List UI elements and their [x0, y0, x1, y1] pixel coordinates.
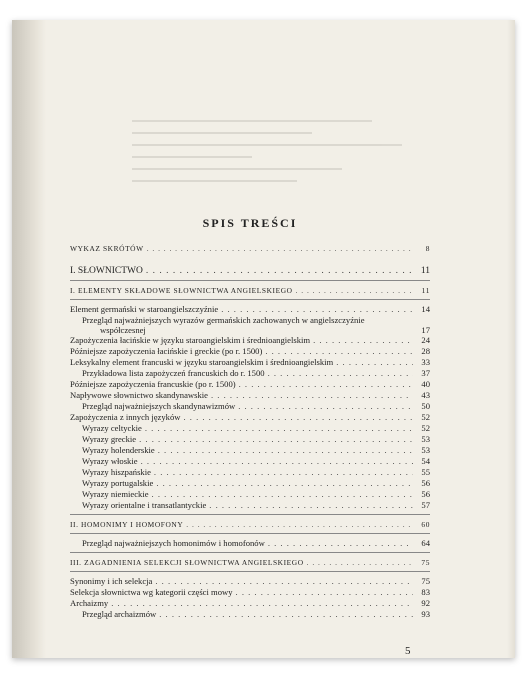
- toc-entry: II. HOMONIMY I HOMOFONY . . . 60: [70, 519, 430, 530]
- toc-entry: Leksykalny element francuski w języku staroangielskim i średnioangielskim . . . 33: [70, 357, 430, 368]
- divider: [70, 571, 430, 572]
- toc-entry: Napływowe słownictwo skandynawskie . . . 43: [70, 390, 430, 401]
- divider: [70, 299, 430, 300]
- divider: [70, 533, 430, 534]
- toc-entry: Zapożyczenia z innych języków . . . 52: [70, 412, 430, 423]
- toc-entry: Późniejsze zapożyczenia francuskie (po r. 1500) . . . 40: [70, 379, 430, 390]
- toc-entry: Selekcja słownictwa wg kategorii części mowy . . . 83: [70, 587, 430, 598]
- toc-entry: Wyrazy orientalne i transatlantyckie . . . 57: [70, 500, 430, 511]
- toc-entry-wrapped: Przegląd najważniejszych wyrazów germańskich zachowanych w angielszczyźnie współczesnej 17: [82, 315, 430, 335]
- toc-entry: Synonimy i ich selekcja . . . 75: [70, 576, 430, 587]
- toc-entry: Przegląd archaizmów . . . 93: [70, 609, 430, 620]
- table-of-contents: [70, 216, 430, 620]
- toc-entry: Późniejsze zapożyczenia łacińskie i greckie (po r. 1500) . . . 28: [70, 346, 430, 357]
- divider: [70, 514, 430, 515]
- toc-entry: Przykładowa lista zapożyczeń francuskich do r. 1500 . . . 37: [70, 368, 430, 379]
- toc-entry: Wyrazy celtyckie . . . 52: [70, 423, 430, 434]
- book-page: [12, 20, 515, 658]
- toc-entry: Wyrazy portugalskie . . . 56: [70, 478, 430, 489]
- divider: [70, 280, 430, 281]
- toc-entry: III. ZAGADNIENIA SELEKCJI SŁOWNICTWA ANGIELSKIEGO . . . 75: [70, 557, 430, 568]
- toc-heading: SPIS TREŚCI: [202, 216, 298, 230]
- show-through-text: [132, 110, 432, 230]
- toc-entry: Archaizmy . . . 92: [70, 598, 430, 609]
- toc-entry: I. ELEMENTY SKŁADOWE SŁOWNICTWA ANGIELSKIEGO . . . 11: [70, 285, 430, 296]
- toc-entry: Zapożyczenia łacińskie w języku staroangielskim i średnioangielskim . . . 24: [70, 335, 430, 346]
- toc-entry: Wyrazy włoskie . . . 54: [70, 456, 430, 467]
- toc-entry: Przegląd najważniejszych skandynawizmów . . . 50: [70, 401, 430, 412]
- toc-entry: Wyrazy greckie . . . 53: [70, 434, 430, 445]
- toc-entry: I. SŁOWNICTWO . . . 11: [70, 266, 430, 277]
- toc-entry: Wyrazy hiszpańskie . . . 55: [70, 467, 430, 478]
- page-number: 5: [405, 645, 411, 657]
- toc-entry: Wyrazy holenderskie . . . 53: [70, 445, 430, 456]
- page-edge: [507, 20, 515, 658]
- book-spine: [12, 20, 46, 658]
- toc-entry: Przegląd najważniejszych homonimów i homofonów . . . 64: [70, 538, 430, 549]
- toc-entry: WYKAZ SKRÓTÓW . . . 8: [70, 243, 430, 254]
- toc-entry: Element germański w staroangielszczyźnie . . . 14: [70, 304, 430, 315]
- divider: [70, 552, 430, 553]
- toc-entry: Wyrazy niemieckie . . . 56: [70, 489, 430, 500]
